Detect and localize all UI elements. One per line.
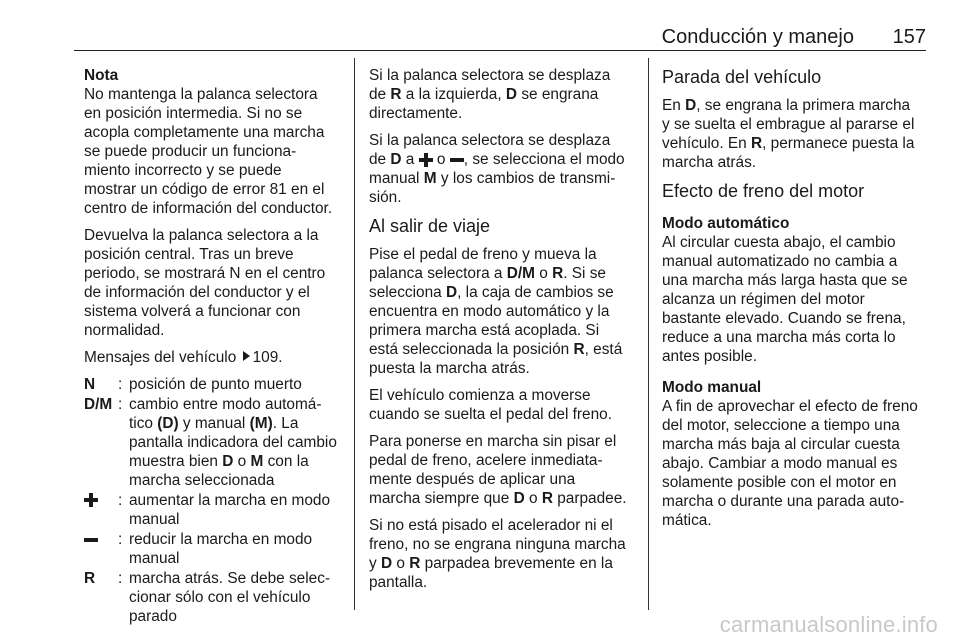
definition-separator: : [118, 492, 123, 509]
section-heading: Al salir de viaje [369, 216, 491, 236]
paragraph: Pise el pedal de freno y mueva la palanca selectora a D/M o R. Si se selecciona D, la caja de cambios se encuentra en modo automático y la primera marcha está acoplada. Si está seleccionada la posición R, está puesta la marcha atrás. [369, 246, 623, 377]
cross-reference[interactable] [84, 348, 346, 367]
definition-key: N [84, 376, 96, 393]
note-title: Nota [84, 67, 119, 84]
column-2 [369, 66, 635, 600]
plus-icon [419, 153, 433, 167]
definition-value: marcha atrás. Se debe selec- cionar sólo con el vehículo parado [129, 570, 331, 625]
watermark: carmanualsonline.info [719, 612, 938, 637]
plus-icon [84, 493, 98, 507]
section-heading: Efecto de freno del motor [662, 181, 865, 201]
paragraph: Al circular cuesta abajo, el cambio manual automatizado no cambia a una marcha más larga hasta que se alcanza un régimen del motor bastante elevado. Cuando se frena, reduce a una marcha más corta lo antes posible. [662, 234, 908, 365]
paragraph: Si no está pisado el acelerador ni el freno, no se engrana ninguna marcha y D o R parpadea brevemente en la pantalla. [369, 517, 626, 591]
column-1 [84, 66, 346, 627]
paragraph: Para ponerse en marcha sin pisar el pedal de freno, acelere inmediata- mente después de aplicar una marcha siempre que D o R parpadee. [369, 433, 627, 507]
definition-row [84, 569, 346, 626]
paragraph: A fin de aprovechar el efecto de freno del motor, seleccione a tiempo una marcha más baja al circular cuesta abajo. Cambiar a modo manual es solamente posible con el motor en marcha o durante una parada auto- mática. [662, 398, 918, 529]
definition-separator: : [118, 570, 123, 587]
column-3 [662, 66, 930, 538]
definition-list [84, 375, 346, 626]
header-title: Conducción y manejo [661, 26, 854, 48]
paragraph: Si la palanca selectora se desplaza de R a la izquierda, D se engrana directamente. [369, 67, 611, 122]
arrow-right-icon [243, 351, 250, 361]
definition-key [84, 491, 118, 529]
cross-reference-text: Mensajes del vehículo [84, 349, 237, 366]
minus-icon [84, 538, 98, 542]
paragraph: El vehículo comienza a moverse cuando se suelta el pedal del freno. [369, 387, 613, 423]
paragraph: En D, se engrana la primera marcha y se suelta el embrague al pararse el vehículo. En R, permanece puesta la marcha atrás. [662, 97, 915, 171]
paragraph: Si la palanca selectora se desplaza de D a o , se selecciona el modo manual M y los cambios de transmi- sión. [369, 132, 625, 206]
definition-row [84, 375, 346, 394]
definition-separator: : [118, 531, 123, 548]
definition-value: cambio entre modo automá- tico (D) y manual (M). La pantalla indicadora del cambio muestra bien D o M con la marcha seleccionada [129, 396, 337, 489]
page-number: 157 [892, 26, 926, 48]
definition-key [84, 530, 118, 568]
column-divider [354, 58, 355, 610]
definition-separator: : [118, 396, 123, 413]
definition-key: D/M [84, 396, 113, 413]
definition-row [84, 395, 346, 490]
definition-value: aumentar la marcha en modo manual [129, 492, 331, 528]
definition-row [84, 491, 346, 529]
definition-value: posición de punto muerto [129, 376, 302, 393]
sub-heading: Modo manual [662, 379, 762, 396]
sub-heading: Modo automático [662, 215, 790, 232]
header-rule [74, 50, 926, 51]
column-divider [648, 58, 649, 610]
section-heading: Parada del vehículo [662, 67, 822, 87]
minus-icon [450, 158, 464, 162]
definition-separator: : [118, 376, 123, 393]
cross-reference-page: 109. [252, 349, 283, 366]
page-header [74, 22, 926, 52]
paragraph: Devuelva la palanca selectora a la posición central. Tras un breve periodo, se mostrará N en el centro de información del conductor y el sistema volverá a funcionar con normalidad. [84, 227, 326, 339]
definition-value: reducir la marcha en modo manual [129, 531, 313, 567]
definition-row [84, 530, 346, 568]
definition-key: R [84, 570, 96, 587]
note-text: No mantenga la palanca selectora en posición intermedia. Si no se acopla completamente una marcha se puede producir un funciona- miento incorrecto y se puede mostrar un código de error 81 en el centro de información del conductor. [84, 86, 333, 217]
